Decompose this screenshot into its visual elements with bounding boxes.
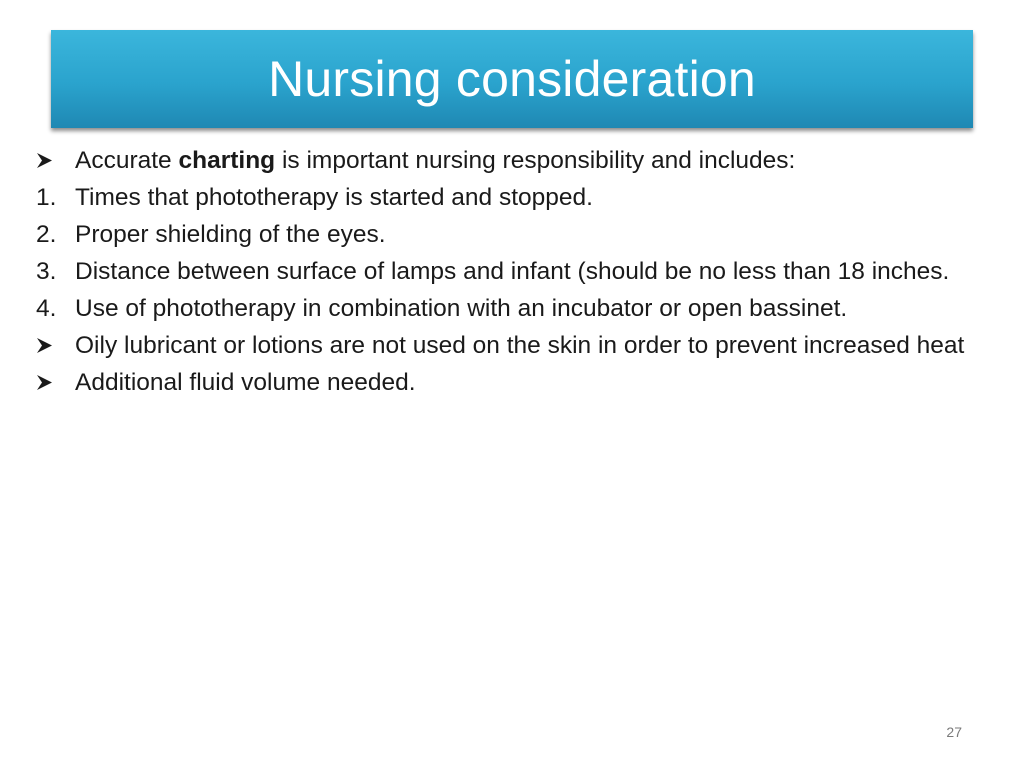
page-number: 27 xyxy=(946,724,962,740)
arrow-bullet-icon xyxy=(36,368,75,391)
list-item-text: Times that phototherapy is started and stopped. xyxy=(75,184,593,211)
list-item xyxy=(36,220,976,250)
content-list xyxy=(36,146,976,405)
list-number: 2. xyxy=(36,221,57,248)
slide-title: Nursing consideration xyxy=(268,51,756,107)
list-item xyxy=(36,294,976,324)
list-item xyxy=(36,146,976,176)
list-item xyxy=(36,183,976,213)
list-item xyxy=(36,368,976,398)
arrow-bullet-icon xyxy=(36,146,75,169)
text-segment: Accurate xyxy=(75,147,179,174)
list-number: 1. xyxy=(36,184,57,211)
list-item-text: Additional fluid volume needed. xyxy=(75,369,416,396)
list-item-text: Distance between surface of lamps and infant (should be no less than 18 inches. xyxy=(75,258,950,285)
list-item xyxy=(36,331,976,361)
arrow-bullet-icon xyxy=(36,331,75,354)
list-item-text: Oily lubricant or lotions are not used on the skin in order to prevent increased heat xyxy=(75,332,965,359)
list-number: 3. xyxy=(36,258,57,285)
text-segment: is important nursing responsibility and includes: xyxy=(275,147,796,174)
list-item-text: Proper shielding of the eyes. xyxy=(75,221,386,248)
title-bar xyxy=(51,30,973,128)
bold-term: charting xyxy=(178,147,276,174)
list-item-text xyxy=(75,146,976,176)
list-item xyxy=(36,257,976,287)
list-item-text: Use of phototherapy in combination with an incubator or open bassinet. xyxy=(75,295,848,322)
list-number: 4. xyxy=(36,295,57,322)
